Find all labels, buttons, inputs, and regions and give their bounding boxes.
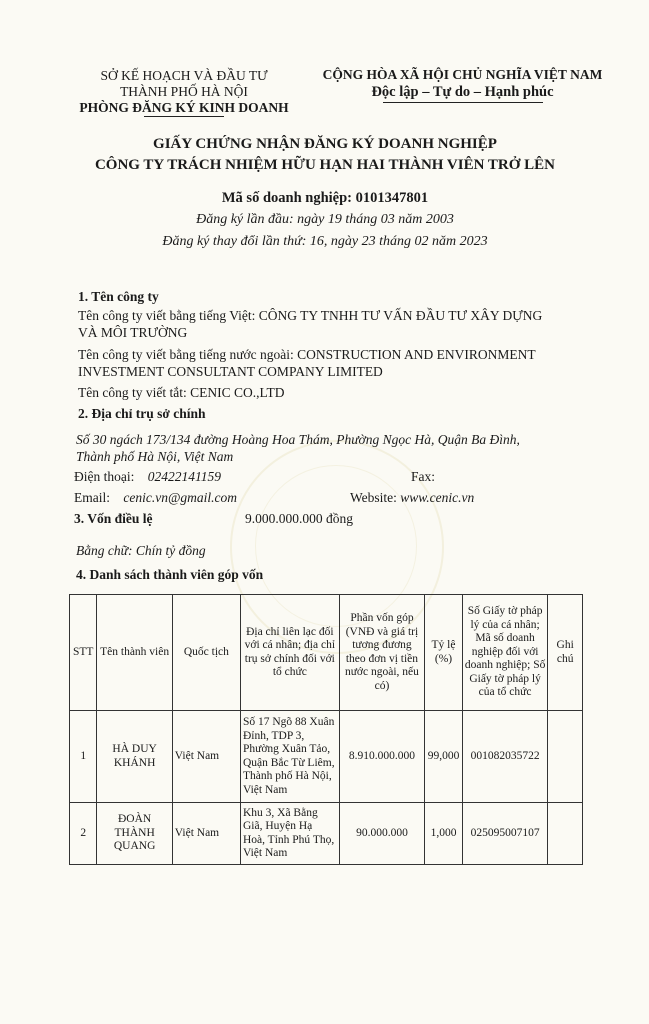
- email-value: cenic.vn@gmail.com: [123, 490, 238, 505]
- website-row: [350, 489, 474, 506]
- first-registration: Đăng ký lần đầu: ngày 19 tháng 03 năm 2003: [196, 212, 454, 227]
- address-line1: Số 30 ngách 173/134 đường Hoàng Hoa Thám, Phường Ngọc Hà, Quận Ba Đình,: [76, 432, 520, 447]
- website-value: www.cenic.vn: [400, 490, 475, 505]
- row2-stt: 2: [70, 803, 97, 865]
- row2-note: [548, 803, 583, 865]
- national-title: CỘNG HÒA XÃ HỘI CHỦ NGHĨA VIỆT NAM: [322, 67, 603, 82]
- row1-capital: 8.910.000.000: [339, 711, 425, 803]
- row1-address: Số 17 Ngõ 88 Xuân Đỉnh, TDP 3, Phường Xuân Tảo, Quận Bắc Từ Liêm, Thành phố Hà Nội, Việt Nam: [240, 711, 339, 803]
- col-ratio: Tỷ lệ (%): [425, 595, 463, 711]
- issuer-city: THÀNH PHỐ HÀ NỘI: [120, 84, 248, 99]
- row1-name: HÀ DUY KHÁNH: [97, 711, 172, 803]
- email-row: [74, 489, 237, 506]
- company-short-name: Tên công ty viết tắt: CENIC CO.,LTD: [78, 385, 285, 400]
- phone-value: 02422141159: [147, 469, 221, 484]
- national-motto: Độc lập – Tự do – Hạnh phúc: [371, 84, 554, 100]
- row2-nationality: Việt Nam: [172, 803, 240, 865]
- section2-heading: 2. Địa chỉ trụ sở chính: [78, 406, 206, 421]
- table-row: [70, 711, 583, 803]
- issuer-department: SỞ KẾ HOẠCH VÀ ĐẦU TƯ: [100, 68, 268, 83]
- row2-address: Khu 3, Xã Bằng Giã, Huyện Hạ Hoà, Tỉnh Phú Thọ, Việt Nam: [240, 803, 339, 865]
- company-name-foreign: [78, 346, 608, 380]
- col-member-name: Tên thành viên: [97, 595, 172, 711]
- certificate-title: [60, 134, 590, 176]
- change-registration: Đăng ký thay đổi lần thứ: 16, ngày 23 tháng 02 năm 2023: [162, 234, 488, 249]
- company-name-vn-line2: VÀ MÔI TRƯỜNG: [78, 325, 188, 340]
- company-name-vn-line1: Tên công ty viết bằng tiếng Việt: CÔNG TY TNHH TƯ VẤN ĐẦU TƯ XÂY DỰNG: [78, 308, 543, 323]
- col-capital: Phần vốn góp (VNĐ và giá trị tương đương theo đơn vị tiền nước ngoài, nếu có): [339, 595, 425, 711]
- charter-capital: 9.000.000.000 đồng: [245, 511, 353, 526]
- company-name-foreign-line1: Tên công ty viết bằng tiếng nước ngoài: CONSTRUCTION AND ENVIRONMENT: [78, 347, 536, 362]
- title-line1: GIẤY CHỨNG NHẬN ĐĂNG KÝ DOANH NGHIỆP: [153, 136, 497, 152]
- table-row: [70, 803, 583, 865]
- members-table: [69, 594, 583, 865]
- row2-capital: 90.000.000: [339, 803, 425, 865]
- company-name-foreign-line2: INVESTMENT CONSULTANT COMPANY LIMITED: [78, 364, 383, 379]
- col-note: Ghi chú: [548, 595, 583, 711]
- section1-heading: 1. Tên công ty: [78, 289, 159, 304]
- header-right-rule: [383, 102, 543, 103]
- col-address: Địa chỉ liên lạc đối với cá nhân; địa chỉ trụ sở chính đối với tổ chức: [240, 595, 339, 711]
- company-name-vn: [78, 307, 608, 341]
- header-right: [320, 67, 605, 103]
- phone-label: Điện thoại:: [74, 469, 135, 484]
- row1-ratio: 99,000: [425, 711, 463, 803]
- section3-heading: 3. Vốn điều lệ: [74, 511, 153, 526]
- row1-stt: 1: [70, 711, 97, 803]
- issuer-office: PHÒNG ĐĂNG KÝ KINH DOANH: [79, 100, 289, 115]
- col-nationality: Quốc tịch: [172, 595, 240, 711]
- row1-nationality: Việt Nam: [172, 711, 240, 803]
- row1-note: [548, 711, 583, 803]
- phone-row: [74, 468, 221, 485]
- section4-heading: 4. Danh sách thành viên góp vốn: [76, 567, 264, 582]
- website-label: Website:: [350, 490, 397, 505]
- header-left-rule: [144, 116, 224, 117]
- title-line2: CÔNG TY TRÁCH NHIỆM HỮU HẠN HAI THÀNH VIÊN TRỞ LÊN: [94, 157, 556, 173]
- row2-name: ĐOÀN THÀNH QUANG: [97, 803, 172, 865]
- row1-doc-no: 001082035722: [462, 711, 548, 803]
- address-line2: Thành phố Hà Nội, Việt Nam: [76, 449, 234, 464]
- email-label: Email:: [74, 490, 110, 505]
- row2-doc-no: 025095007107: [462, 803, 548, 865]
- capital-in-words: Bằng chữ: Chín tỷ đồng: [76, 543, 206, 558]
- fax-label: Fax:: [411, 469, 436, 484]
- enterprise-code: Mã số doanh nghiệp: 0101347801: [221, 190, 429, 206]
- header-left: [70, 68, 298, 117]
- col-stt: STT: [70, 595, 97, 711]
- col-legal-doc: Số Giấy tờ pháp lý của cá nhân; Mã số doanh nghiệp đối với doanh nghiệp; Số Giấy tờ pháp lý của tổ chức: [462, 595, 548, 711]
- row2-ratio: 1,000: [425, 803, 463, 865]
- table-header-row: [70, 595, 583, 711]
- head-office-address: [76, 431, 616, 465]
